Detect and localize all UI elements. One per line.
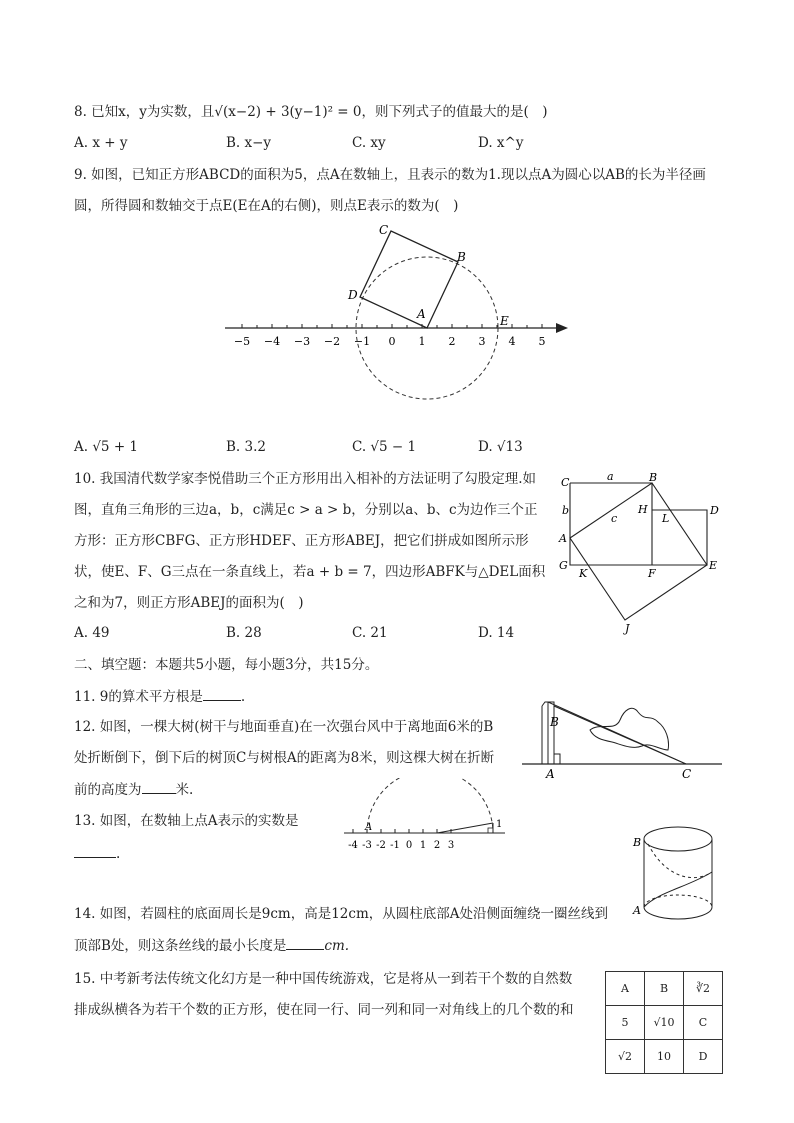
magic-cell: A	[606, 972, 645, 1006]
q14-stem-line2-text: 顶部B处，则这条丝线的最小长度是	[74, 938, 287, 954]
q15-magic-square	[605, 971, 723, 1074]
axis-tick-label: 3	[478, 335, 486, 348]
q10-label-a: A	[559, 532, 567, 545]
q14-label-b: B	[633, 836, 642, 849]
q13-label-1: 1	[496, 819, 503, 830]
q10-stem-line4: 状，使E、F、G三点在一条直线上，若a + b = 7，四边形ABFK与△DEL面积	[74, 564, 546, 580]
q13-end: .	[116, 846, 121, 862]
magic-cell: B	[645, 972, 684, 1006]
q10-label-h: H	[638, 503, 648, 516]
q10-label-b-side: b	[562, 504, 570, 517]
axis-tick-label: −5	[233, 335, 251, 348]
q11-answer-blank[interactable]	[203, 686, 241, 701]
q10-label-l: L	[662, 512, 670, 525]
q10-label-k: K	[579, 567, 588, 580]
q9-stem-line1: 9. 如图，已知正方形ABCD的面积为5，点A在数轴上，且表示的数为1.现以点A为圆心以AB的长为半径画	[74, 167, 706, 183]
q10-option-a: A. 49	[74, 625, 110, 641]
magic-cell: √2	[606, 1040, 645, 1074]
q10-option-d: D. 14	[478, 625, 515, 641]
q12-answer-blank[interactable]	[142, 779, 176, 794]
magic-cell: ∛2	[684, 972, 723, 1006]
axis-tick-label: −2	[323, 335, 341, 348]
q9-option-c: C. √5 − 1	[352, 439, 417, 455]
axis-tick-label: -4	[348, 840, 358, 850]
q13-answer-line	[74, 843, 120, 864]
axis-tick-label: 3	[447, 840, 455, 850]
axis-tick-label: 0	[388, 335, 396, 348]
q9-arrow-icon	[556, 323, 568, 333]
q12-stem-line3	[74, 779, 193, 800]
q8-stem: 8. 已知x，y为实数，且√(x−2) + 3(y−1)² = 0，则下列式子的值最大的是( )	[74, 104, 548, 120]
q14-stem-line1: 14. 如图，若圆柱的底面周长是9cm，高是12cm，从圆柱底部A处沿侧面缠绕一圈丝线到	[74, 906, 609, 922]
q9-option-d: D. √13	[478, 439, 523, 455]
q13-label-a: A	[365, 822, 373, 833]
q9-label-a: A	[417, 307, 426, 321]
axis-tick-label: 1	[418, 335, 426, 348]
q10-option-b: B. 28	[226, 625, 262, 641]
q11-line	[74, 686, 245, 707]
q12-label-b: B	[550, 715, 559, 729]
q15-stem-line1: 15. 中考新考法传统文化幻方是一种中国传统游戏，它是将从一到若干个数的自然数	[74, 971, 573, 987]
q8-option-d: D. x^y	[478, 135, 524, 151]
axis-tick-label: 5	[538, 335, 546, 348]
q10-label-g: G	[559, 559, 568, 572]
q11-stem: 11. 9的算术平方根是	[74, 689, 203, 705]
magic-cell: 10	[645, 1040, 684, 1074]
magic-cell: 5	[606, 1006, 645, 1040]
q9-stem-line2: 圆，所得圆和数轴交于点E(E在A的右侧)，则点E表示的数为( )	[74, 198, 459, 214]
axis-tick-label: 4	[508, 335, 516, 348]
q12-label-c: C	[682, 767, 692, 781]
axis-tick-label: 2	[448, 335, 456, 348]
q14-figure	[628, 822, 723, 927]
q14-stem-line2	[74, 935, 349, 956]
q10-stem-line5: 之和为7，则正方形ABEJ的面积为( )	[74, 595, 304, 611]
q13-answer-blank[interactable]	[74, 843, 116, 858]
axis-tick-label: -2	[376, 840, 386, 850]
q10-label-f: F	[648, 567, 656, 580]
magic-cell: D	[684, 1040, 723, 1074]
q13-figure	[340, 778, 510, 850]
q10-stem-line1: 10. 我国清代数学家李悦借助三个正方形用出入相补的方法证明了勾股定理.如	[74, 471, 537, 487]
q10-label-a-side: a	[607, 470, 614, 483]
axis-tick-label: 0	[405, 840, 413, 850]
axis-tick-label: −1	[353, 335, 371, 348]
q9-label-e: E	[500, 314, 509, 328]
q10-label-d: D	[710, 504, 719, 517]
q10-figure	[555, 468, 730, 638]
q12-stem-line2: 处折断倒下，倒下后的树顶C与树根A的距离为8米，则这棵大树在折断	[74, 750, 495, 766]
axis-tick-label: −3	[293, 335, 311, 348]
q10-label-c: C	[561, 476, 570, 489]
q11-end: .	[240, 689, 246, 705]
axis-tick-label: -3	[362, 840, 372, 850]
q12-stem-line3-text: 前的高度为	[74, 782, 142, 798]
magic-cell: C	[684, 1006, 723, 1040]
q10-label-b: B	[649, 471, 658, 484]
q12-unit: 米.	[175, 782, 194, 798]
q15-stem-line2: 排成纵横各为若干个数的正方形，使在同一行、同一列和同一对角线上的几个数的和	[74, 1002, 574, 1018]
q8-option-b: B. x−y	[226, 135, 272, 151]
q10-label-j: J	[625, 622, 630, 635]
q14-unit: cm.	[324, 938, 350, 954]
q10-option-c: C. 21	[352, 625, 388, 641]
q13-stem: 13. 如图，在数轴上点A表示的实数是	[74, 813, 299, 829]
q14-answer-blank[interactable]	[286, 935, 324, 950]
q10-label-e: E	[709, 559, 718, 572]
q12-figure	[520, 692, 725, 782]
axis-tick-label: -1	[390, 840, 400, 850]
q12-label-a: A	[546, 767, 555, 781]
q14-label-a: A	[633, 904, 641, 917]
q9-label-d: D	[348, 288, 358, 302]
q9-figure	[220, 218, 576, 423]
q9-option-a: A. √5 + 1	[74, 439, 139, 455]
axis-tick-label: −4	[263, 335, 281, 348]
q8-option-c: C. xy	[352, 135, 386, 151]
q10-label-c-side: c	[611, 512, 618, 525]
q12-stem-line1: 12. 如图，一棵大树(树干与地面垂直)在一次强台风中于离地面6米的B	[74, 719, 494, 735]
axis-tick-label: 1	[419, 840, 427, 850]
q9-label-c: C	[379, 223, 389, 237]
q8-option-a: A. x + y	[74, 135, 128, 151]
axis-tick-label: 2	[433, 840, 441, 850]
q9-label-b: B	[457, 250, 466, 264]
q10-stem-line3: 方形：正方形CBFG、正方形HDEF、正方形ABEJ，把它们拼成如图所示形	[74, 533, 529, 549]
magic-cell: √10	[645, 1006, 684, 1040]
section-2-heading: 二、填空题：本题共5小题，每小题3分，共15分。	[74, 657, 379, 673]
q9-option-b: B. 3.2	[226, 439, 266, 455]
q10-stem-line2: 图，直角三角形的三边a，b，c满足c > a > b，分别以a、b、c为边作三个正	[74, 502, 538, 518]
